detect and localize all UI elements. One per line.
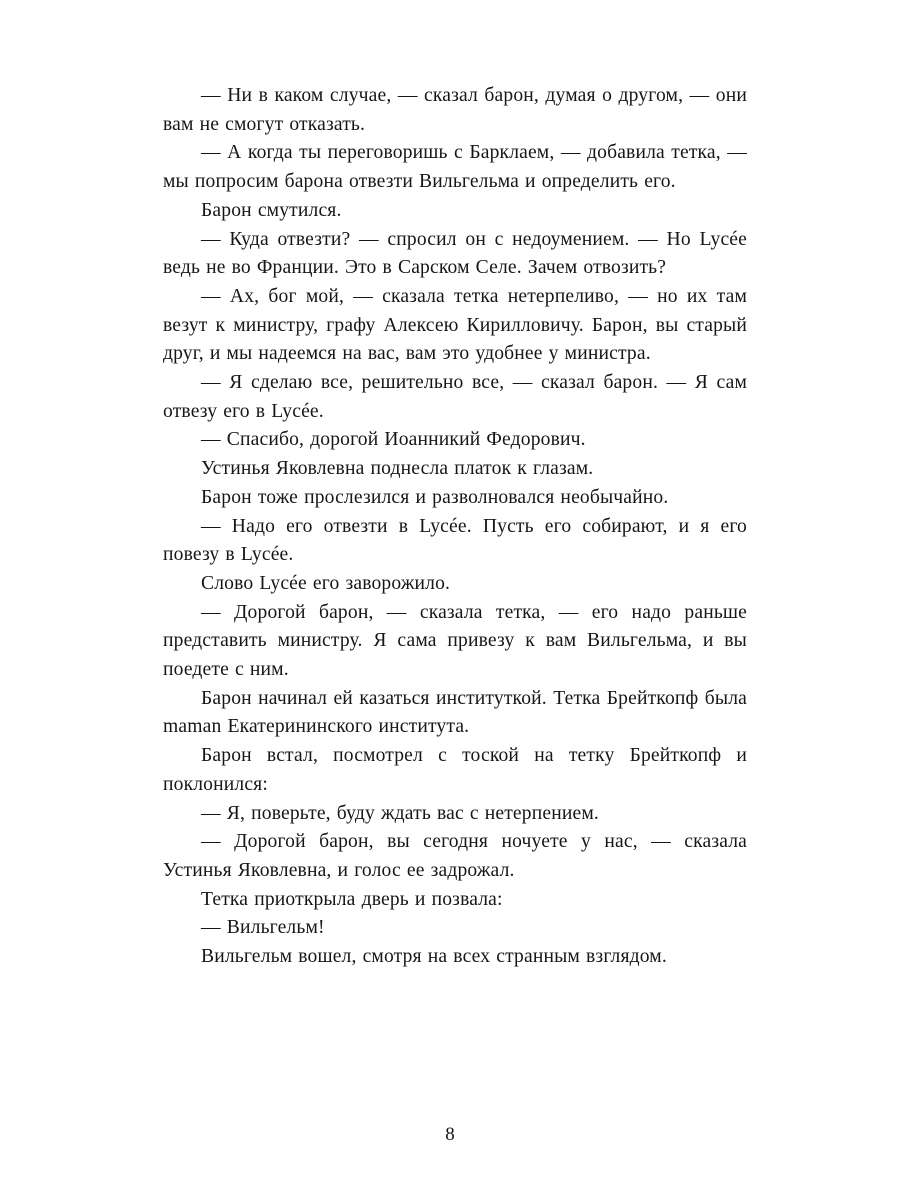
paragraph: — Я сделаю все, решительно все, — сказал барон. — Я сам отвезу его в Lycée. (163, 372, 747, 422)
paragraph: — Надо его отвезти в Lycée. Пусть его собирают, и я его повезу в Lycée. (163, 515, 747, 566)
paragraph: Слово Lycée его заворожило. (201, 572, 451, 594)
paragraph: Устинья Яковлевна поднесла платок к глазам. (201, 458, 594, 480)
paragraph: — Ах, бог мой, — сказала тетка нетерпеливо, — но их там везут к министру, графу Алексею Кирилловичу. Барон, вы старый друг, и мы надеемся на вас, вам это удобнее у министра. (163, 285, 747, 365)
paragraph: Барон смутился. (201, 199, 342, 221)
paragraph: — Дорогой барон, вы сегодня ночуете у нас, — сказала Устинья Яковлевна, и голос ее задрожал. (163, 831, 747, 881)
paragraph: — Вильгельм! (201, 917, 325, 939)
paragraph: Тетка приоткрыла дверь и позвала: (201, 888, 503, 910)
paragraph: — Я, поверьте, буду ждать вас с нетерпением. (201, 802, 599, 824)
paragraph: — Спасибо, дорогой Иоанникий Федорович. (201, 429, 586, 451)
paragraph: Барон встал, посмотрел с тоской на тетку Брейткопф и поклонился: (163, 745, 747, 795)
paragraph: Вильгельм вошел, смотря на всех странным взглядом. (201, 946, 667, 968)
page-number: 8 (445, 1124, 455, 1145)
paragraph: Барон тоже прослезился и разволновался необычайно. (201, 486, 669, 508)
paragraph: — А когда ты переговоришь с Барклаем, — добавила тетка, — мы попросим барона отвезти Вильгельма и определить его. (163, 142, 747, 193)
paragraph: Барон начинал ей казаться институткой. Тетка Брейткопф была maman Екатерининского института. (163, 687, 747, 738)
text-block (163, 82, 747, 972)
paragraph: — Ни в каком случае, — сказал барон, думая о другом, — они вам не смогут отказать. (163, 85, 747, 135)
paragraph: — Дорогой барон, — сказала тетка, — его надо раньше представить министру. Я сама привезу к вам Вильгельма, и вы поедете с ним. (163, 601, 747, 681)
paragraph: — Куда отвезти? — спросил он с недоумением. — Но Lycée ведь не во Франции. Это в Сарском Селе. Зачем отвозить? (163, 228, 747, 279)
